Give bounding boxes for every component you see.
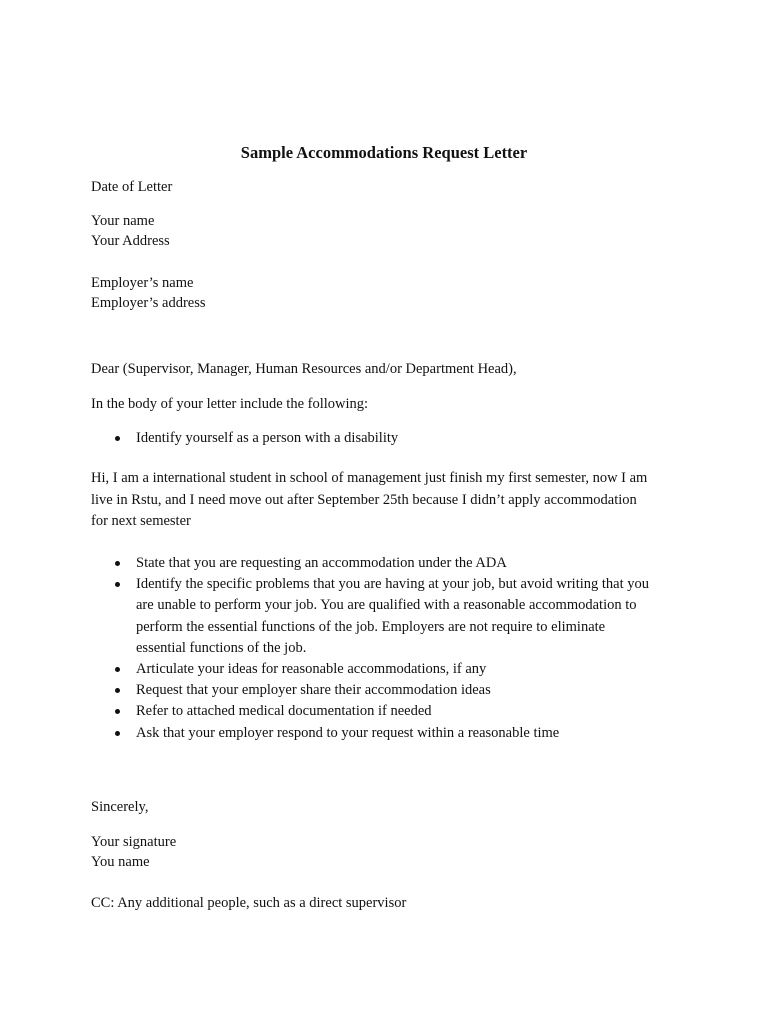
- date-line: Date of Letter: [91, 179, 173, 195]
- bullet-item-text: Identify the specific problems that you are having at your job, but avoid writing that you: [136, 576, 650, 593]
- first-bullet-text: Identify yourself as a person with a disability: [136, 430, 399, 446]
- intro-line: In the body of your letter include the following:: [91, 396, 369, 412]
- bullet-icon: [115, 667, 120, 672]
- bullet-item-text: are unable to perform your job. You are qualified with a reasonable accommodation to: [136, 597, 637, 614]
- bullet-item-text: Request that your employer share their accommodation ideas: [136, 682, 491, 699]
- bullet-icon: [115, 582, 120, 587]
- bullet-icon: [115, 561, 120, 566]
- bullet-icon: [115, 709, 120, 714]
- bullet-icon: [115, 436, 120, 441]
- paragraph-line: for next semester: [91, 513, 191, 529]
- paragraph-line: live in Rstu, and I need move out after September 25th because I didn’t apply accommodation: [91, 492, 637, 508]
- bullet-item-text: Refer to attached medical documentation if needed: [136, 703, 432, 720]
- employer-address: Employer’s address: [91, 295, 206, 311]
- employer-name: Employer’s name: [91, 275, 194, 291]
- document-title: Sample Accommodations Request Letter: [240, 143, 528, 162]
- cc-line: CC: Any additional people, such as a direct supervisor: [91, 895, 407, 911]
- bullet-item-text: Ask that your employer respond to your request within a reasonable time: [136, 724, 560, 741]
- bullet-item-text: perform the essential functions of the job. Employers are not require to eliminate: [136, 618, 606, 635]
- closing: Sincerely,: [91, 799, 149, 815]
- sender-address: Your Address: [91, 233, 170, 249]
- bullet-icon: [115, 688, 120, 693]
- salutation: Dear (Supervisor, Manager, Human Resources and/or Department Head),: [91, 361, 517, 377]
- sender-name: Your name: [91, 213, 155, 229]
- bullet-item-text: State that you are requesting an accommodation under the ADA: [136, 555, 507, 571]
- bullet-icon: [115, 731, 120, 736]
- bullet-item-text: Articulate your ideas for reasonable accommodations, if any: [136, 661, 487, 677]
- paragraph-line: Hi, I am a international student in school of management just finish my first semester, now I am: [91, 470, 648, 486]
- signature: Your signature: [91, 834, 177, 850]
- signer-name: You name: [91, 854, 150, 870]
- bullet-item-text: essential functions of the job.: [136, 639, 307, 656]
